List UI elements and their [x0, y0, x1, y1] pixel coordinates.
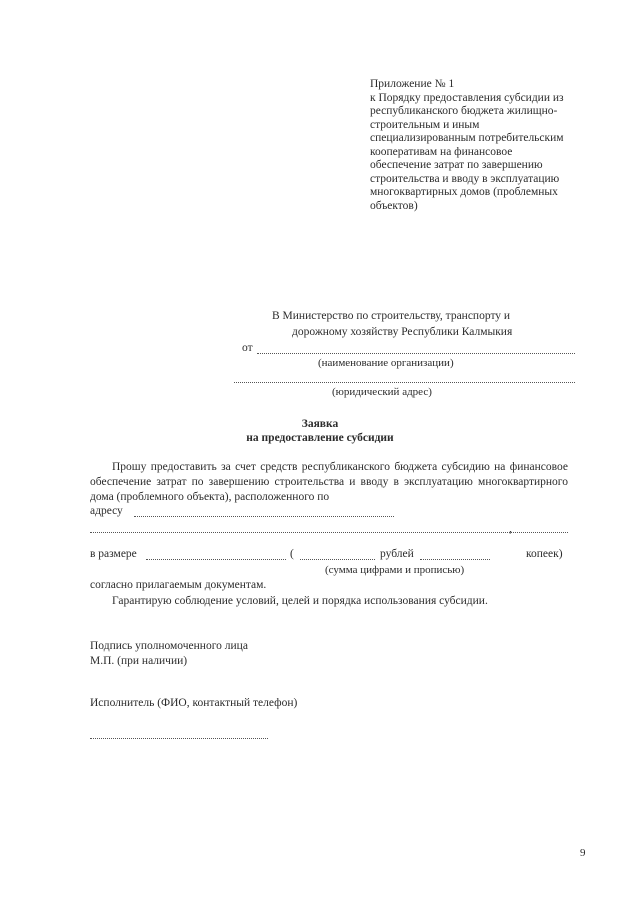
kopecks-field[interactable]	[420, 559, 490, 560]
kopecks-label: копеек)	[526, 548, 563, 560]
seal-label: М.П. (при наличии)	[90, 655, 188, 667]
from-label: от	[242, 342, 253, 354]
executor-field[interactable]	[90, 738, 268, 739]
organization-caption: (наименование организации)	[318, 357, 454, 369]
agreement-line: согласно прилагаемым документам.	[90, 579, 267, 591]
addressee-line-2: дорожному хозяйству Республики Калмыкия	[292, 326, 513, 338]
request-text: Прошу предоставить за счет средств республиканского бюджета субсидию на финансовое обеспечение затрат по завершению строительства и вводу в эксплуатацию многоквартирного дома (проблемного объекта), расположенного по	[90, 461, 568, 503]
amount-caption: (сумма цифрами и прописью)	[325, 564, 465, 576]
appendix-line: строительства и вводу в эксплуатацию	[370, 172, 560, 185]
from-row	[242, 342, 575, 358]
legal-address-caption: (юридический адрес)	[332, 386, 432, 398]
rubles-field[interactable]	[300, 559, 375, 560]
appendix-line: строительным и иным	[370, 118, 480, 131]
amount-open-paren: (	[290, 548, 294, 560]
amount-row	[90, 548, 570, 563]
request-paragraph	[90, 460, 568, 505]
document-title: Заявка	[301, 418, 339, 430]
guarantee-line: Гарантирую соблюдение условий, целей и порядка использования субсидии.	[112, 595, 488, 607]
appendix-line: специализированным потребительским	[370, 132, 564, 144]
appendix-line: Приложение № 1	[370, 78, 455, 90]
object-address-field[interactable]	[134, 516, 394, 517]
object-address-row	[90, 505, 568, 519]
amount-field[interactable]	[146, 559, 286, 560]
page-number: 9	[580, 847, 586, 859]
appendix-header	[370, 78, 605, 213]
signature-label: Подпись уполномоченного лица	[90, 640, 248, 652]
address-label: адресу	[90, 505, 123, 517]
appendix-line: многоквартирных домов (проблемных	[370, 186, 558, 198]
object-address-continuation-field[interactable]	[90, 523, 568, 535]
addressee-line-1: В Министерство по строительству, транспорту и	[272, 310, 511, 322]
appendix-line: обеспечение затрат по завершению	[370, 159, 543, 171]
rubles-label: рублей	[380, 548, 414, 560]
document-subtitle: на предоставление субсидии	[246, 432, 394, 444]
amount-label: в размере	[90, 548, 137, 560]
organization-name-field[interactable]	[257, 353, 575, 354]
executor-label: Исполнитель (ФИО, контактный телефон)	[90, 697, 298, 709]
legal-address-field[interactable]	[234, 382, 575, 383]
appendix-line: республиканского бюджета жилищно-	[370, 105, 558, 117]
address-comma: ,	[509, 523, 512, 535]
appendix-line: объектов)	[370, 199, 418, 212]
appendix-line: кооперативам на финансовое	[370, 145, 513, 158]
appendix-line: к Порядку предоставления субсидии из	[370, 91, 564, 104]
